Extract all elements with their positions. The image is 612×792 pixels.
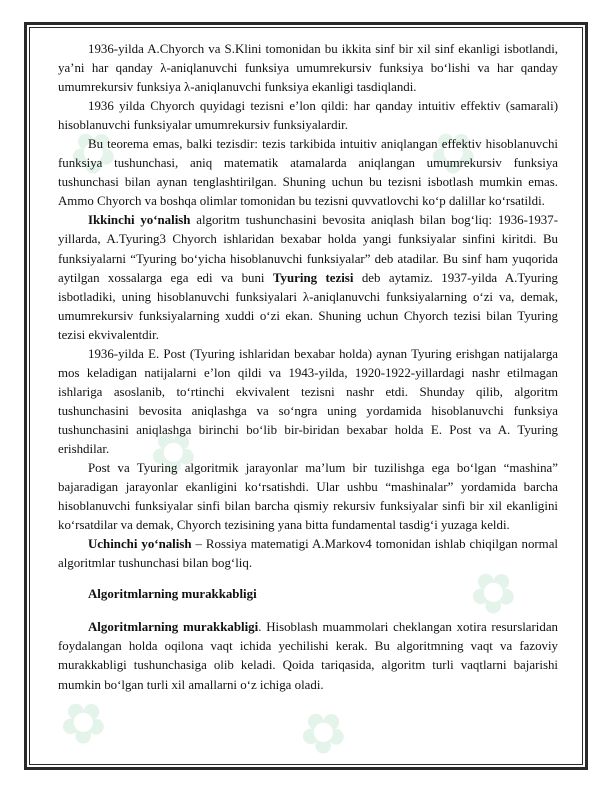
watermark-logo: ✿ <box>285 692 362 773</box>
bold-text: Algoritmlarning murakkabligi <box>88 587 257 602</box>
paragraph <box>58 618 558 694</box>
paragraph-text: 1936-yilda E. Post (Tyuring ishlaridan bexabar holda) aynan Tyuring erishgan natijalarga mos keladigan natijalarni e’lon qildi va 1943-yilda, 1920-1922-yillardagi nashr etilmagan ishlariga asoslanib, to‘rtinchi ekvivalent tezisni nashr etdi. Shunday qilib, algoritm tushunchasini bevosita aniqlashga va so‘ngra uning yordamida hisoblanuvchi funksiya tushunchasini aniqlashga birinchi bo‘lib bir-biridan bexabar holda E. Post va A. Tyuring erishdilar. <box>58 346 558 456</box>
document-body <box>55 40 559 695</box>
paragraph <box>58 535 558 573</box>
watermark-logo: ✿ <box>415 112 492 193</box>
bold-text: Ikkinchi yo‘nalish <box>88 213 191 228</box>
watermark-logo: ✿ <box>45 682 122 763</box>
watermark-logo: ✿ <box>455 552 532 633</box>
watermark-logo: ✿ <box>135 412 212 493</box>
paragraph <box>58 345 558 459</box>
paragraph <box>58 211 558 344</box>
paragraph-text: Bu teorema emas, balki tezisdir: tezis tarkibida intuitiv aniqlangan effektiv hisoblanuvchi funksiya tushunchasi, aniq matematik atamalarda aniqlangan umumrekursiv funksiya tushunchasi bilan aynan tenglashtirilgan. Shuning uchun bu tezisni isbotlash mumkin emas. Ammo Chyorch va boshqa olimlar tomonidan bu tezisni quvvatlovchi ko‘p dalillar ko‘rsatildi. <box>58 137 558 209</box>
paragraph-text: deb aytamiz. 1937-yilda A.Tyuring isbotladiki, uning hisoblanuvchi funksiyalari λ-aniqlanuvchi funksiyalarning o‘zi va, demak, umumrekursiv funksiyalarning xuddi o‘zi ekan. Shuning uchun Chyorch tezisi bilan Tyuring tezisi ekvivalentdir. <box>58 270 559 342</box>
paragraph <box>58 459 558 535</box>
paragraph-text: – Rossiya matematigi A.Markov4 tomonidan ishlab chiqilgan normal algoritmlar tushunchasi bilan bog‘liq. <box>58 537 559 571</box>
paragraph-text: algoritm tushunchasini bevosita aniqlash bilan bog‘liq: 1936-1937-yillarda, A.Tyuring3 Chyorch ishlaridan bexabar holda yangi funksiyalar sinfini kiritdi. Bu funksiyalarni “Tyuring bo‘yicha hisoblanuvchi funksiyalar” deb atadilar. Bu sinf ham yuqorida aytilgan xossalarga ega edi va buni <box>58 213 558 285</box>
paragraph-text: 1936-yilda A.Chyorch va S.Klini tomonidan bu ikkita sinf bir xil sinf ekanligi isbotlandi, ya’ni har qanday λ-aniqlanuvchi funksiya umumrekursiv funksiya bo‘lishi va har qanday umumrekursiv funksiya λ-aniqlanuvchi funksiya ekanligi tasdiqlandi. <box>58 42 558 95</box>
section-heading <box>58 585 558 604</box>
paragraph <box>58 135 558 211</box>
bold-text: Algoritmlarning murakkabligi <box>88 620 259 635</box>
bold-text: Uchinchi yo‘nalish <box>88 537 192 552</box>
watermark-logo: ✿ <box>55 112 132 193</box>
paragraph-text: . Hisoblash muammolari cheklangan xotira resurslaridan foydalangan holda oqilona vaqt ichida yechilishi kerak. Bu algoritmning vaqt va fazoviy murakkabligi tushunchasiga olib keladi. Qoida tariqasida, algoritm turli vaqtlarni bajarishi mumkin bo‘lgan turli xil amallarni o‘z ichiga oladi. <box>58 620 559 692</box>
paragraph <box>58 40 558 97</box>
paragraph-text: 1936 yilda Chyorch quyidagi tezisni e’lon qildi: har qanday intuitiv effektiv (samarali) hisoblanuvchi funksiyalar umumrekursiv funksiyalardir. <box>58 99 558 133</box>
bold-text: Tyuring tezisi <box>272 270 354 285</box>
paragraph-text: Post va Tyuring algoritmik jarayonlar ma’lum bir tuzilishga ega bo‘lgan “mashina” bajaradigan jarayonlar ekanligini ko‘rsatishdi. Ular ushbu “mashinalar” yordamida barcha hisoblanuvchi funksiyalar sinfi bilan barcha qismiy rekursiv funksiyalar sinfi bir xil ekanligini ko‘rsatdilar va demak, Chyorch tezisining yana bitta fundamental tasdig‘i yuzaga keldi. <box>58 461 558 533</box>
paragraph <box>58 97 558 135</box>
